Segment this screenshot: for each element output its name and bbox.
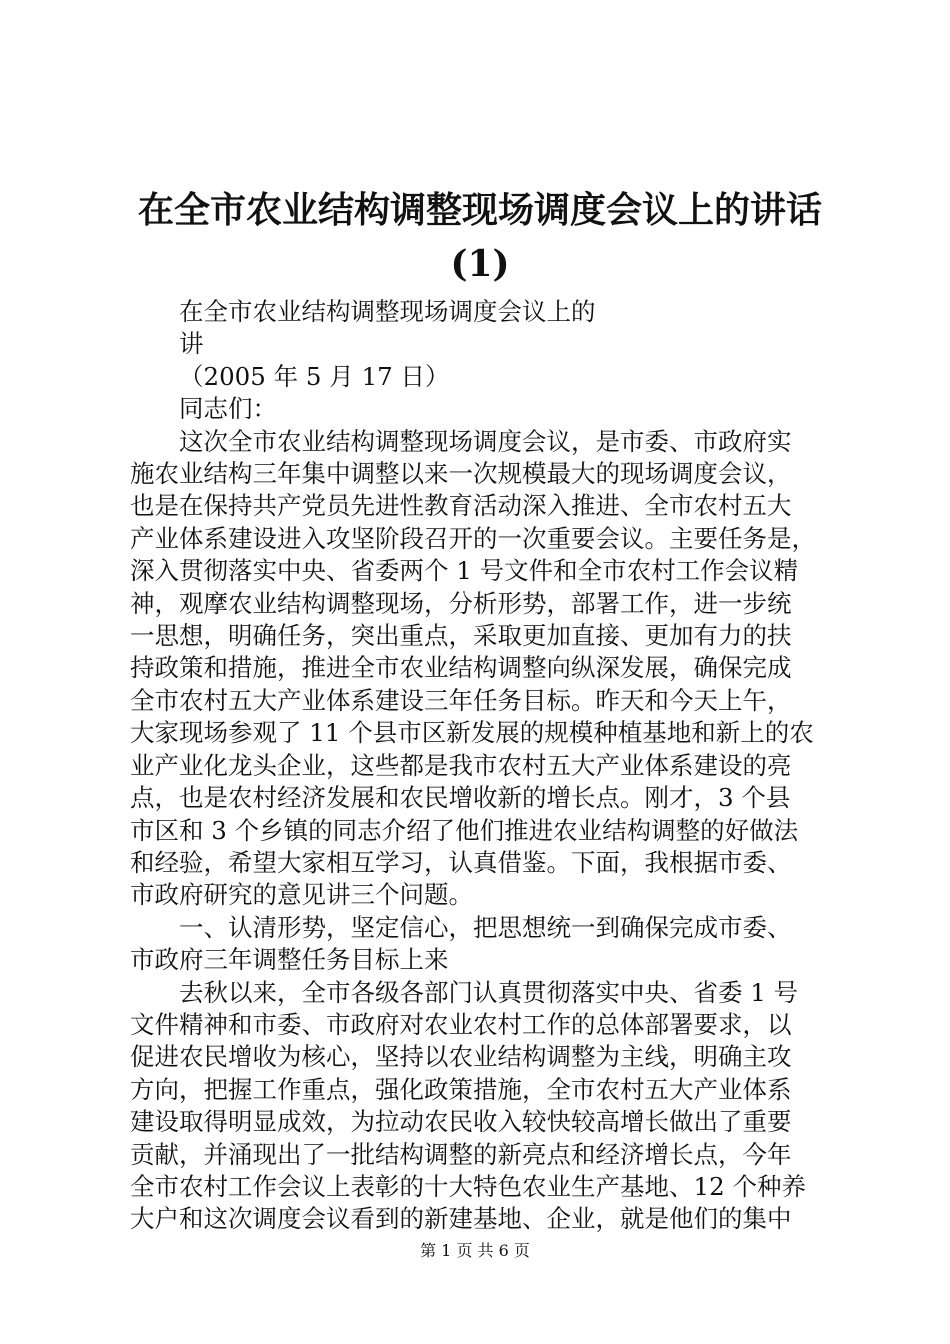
document-body bbox=[130, 296, 835, 1236]
body-line: 也是在保持共产党员先进性教育活动深入推进、全市农村五大 bbox=[130, 491, 792, 521]
section-heading: 一、认清形势，坚定信心，把思想统一到确保完成市委、 bbox=[179, 912, 792, 942]
body-line: 促进农民增收为核心，坚持以农业结构调整为主线，明确主攻 bbox=[130, 1042, 792, 1072]
body-line: 持政策和措施，推进全市农业结构调整向纵深发展，确保完成 bbox=[130, 653, 792, 683]
document-title-suffix: (1) bbox=[450, 243, 510, 285]
body-line: 市区和 3 个乡镇的同志介绍了他们推进农业结构调整的好做法 bbox=[130, 815, 799, 845]
date-line: （2005 年 5 月 17 日） bbox=[179, 361, 450, 391]
body-line: 点，也是农村经济发展和农民增收新的增长点。刚才，3 个县 bbox=[130, 783, 791, 813]
body-line: 去秋以来，全市各级各部门认真贯彻落实中央、省委 1 号 bbox=[179, 977, 799, 1007]
body-line: 业产业化龙头企业，这些都是我市农村五大产业体系建设的亮 bbox=[130, 750, 792, 780]
body-line: 大家现场参观了 11 个县市区新发展的规模种植基地和新上的农 bbox=[130, 718, 814, 748]
body-line: 全市农村工作会议上表彰的十大特色农业生产基地、12 个种养 bbox=[130, 1171, 806, 1201]
body-line: 讲 bbox=[179, 329, 204, 359]
body-line: 这次全市农业结构调整现场调度会议，是市委、市政府实 bbox=[179, 426, 792, 456]
body-line: 在全市农业结构调整现场调度会议上的 bbox=[179, 297, 596, 326]
body-line: 贡献，并涌现出了一批结构调整的新亮点和经济增长点，今年 bbox=[130, 1139, 792, 1169]
body-line: 一思想，明确任务，突出重点，采取更加直接、更加有力的扶 bbox=[130, 621, 792, 651]
document-title: 在全市农业结构调整现场调度会议上的讲话 bbox=[137, 189, 822, 231]
body-line: 市政府研究的意见讲三个问题。 bbox=[130, 880, 473, 910]
body-line: 和经验，希望大家相互学习，认真借鉴。下面，我根据市委、 bbox=[130, 847, 792, 877]
body-line: 大户和这次调度会议看到的新建基地、企业，就是他们的集中 bbox=[130, 1204, 792, 1234]
salutation: 同志们： bbox=[179, 394, 277, 424]
body-line: 文件精神和市委、市政府对农业农村工作的总体部署要求，以 bbox=[130, 1009, 792, 1039]
page-footer: 第 1 页 共 6 页 bbox=[420, 1241, 530, 1260]
section-heading: 市政府三年调整任务目标上来 bbox=[130, 945, 449, 975]
body-line: 建设取得明显成效，为拉动农民收入较快较高增长做出了重要 bbox=[130, 1107, 792, 1137]
body-line: 产业体系建设进入攻坚阶段召开的一次重要会议。主要任务是， bbox=[130, 523, 816, 553]
body-line: 全市农村五大产业体系建设三年任务目标。昨天和今天上午， bbox=[130, 685, 792, 715]
body-line: 神，观摩农业结构调整现场，分析形势，部署工作，进一步统 bbox=[130, 588, 792, 618]
body-line: 深入贯彻落实中央、省委两个 1 号文件和全市农村工作会议精 bbox=[130, 556, 799, 586]
body-line: 方向，把握工作重点，强化政策措施，全市农村五大产业体系 bbox=[130, 1074, 792, 1104]
body-line: 施农业结构三年集中调整以来一次规模最大的现场调度会议， bbox=[130, 459, 792, 489]
